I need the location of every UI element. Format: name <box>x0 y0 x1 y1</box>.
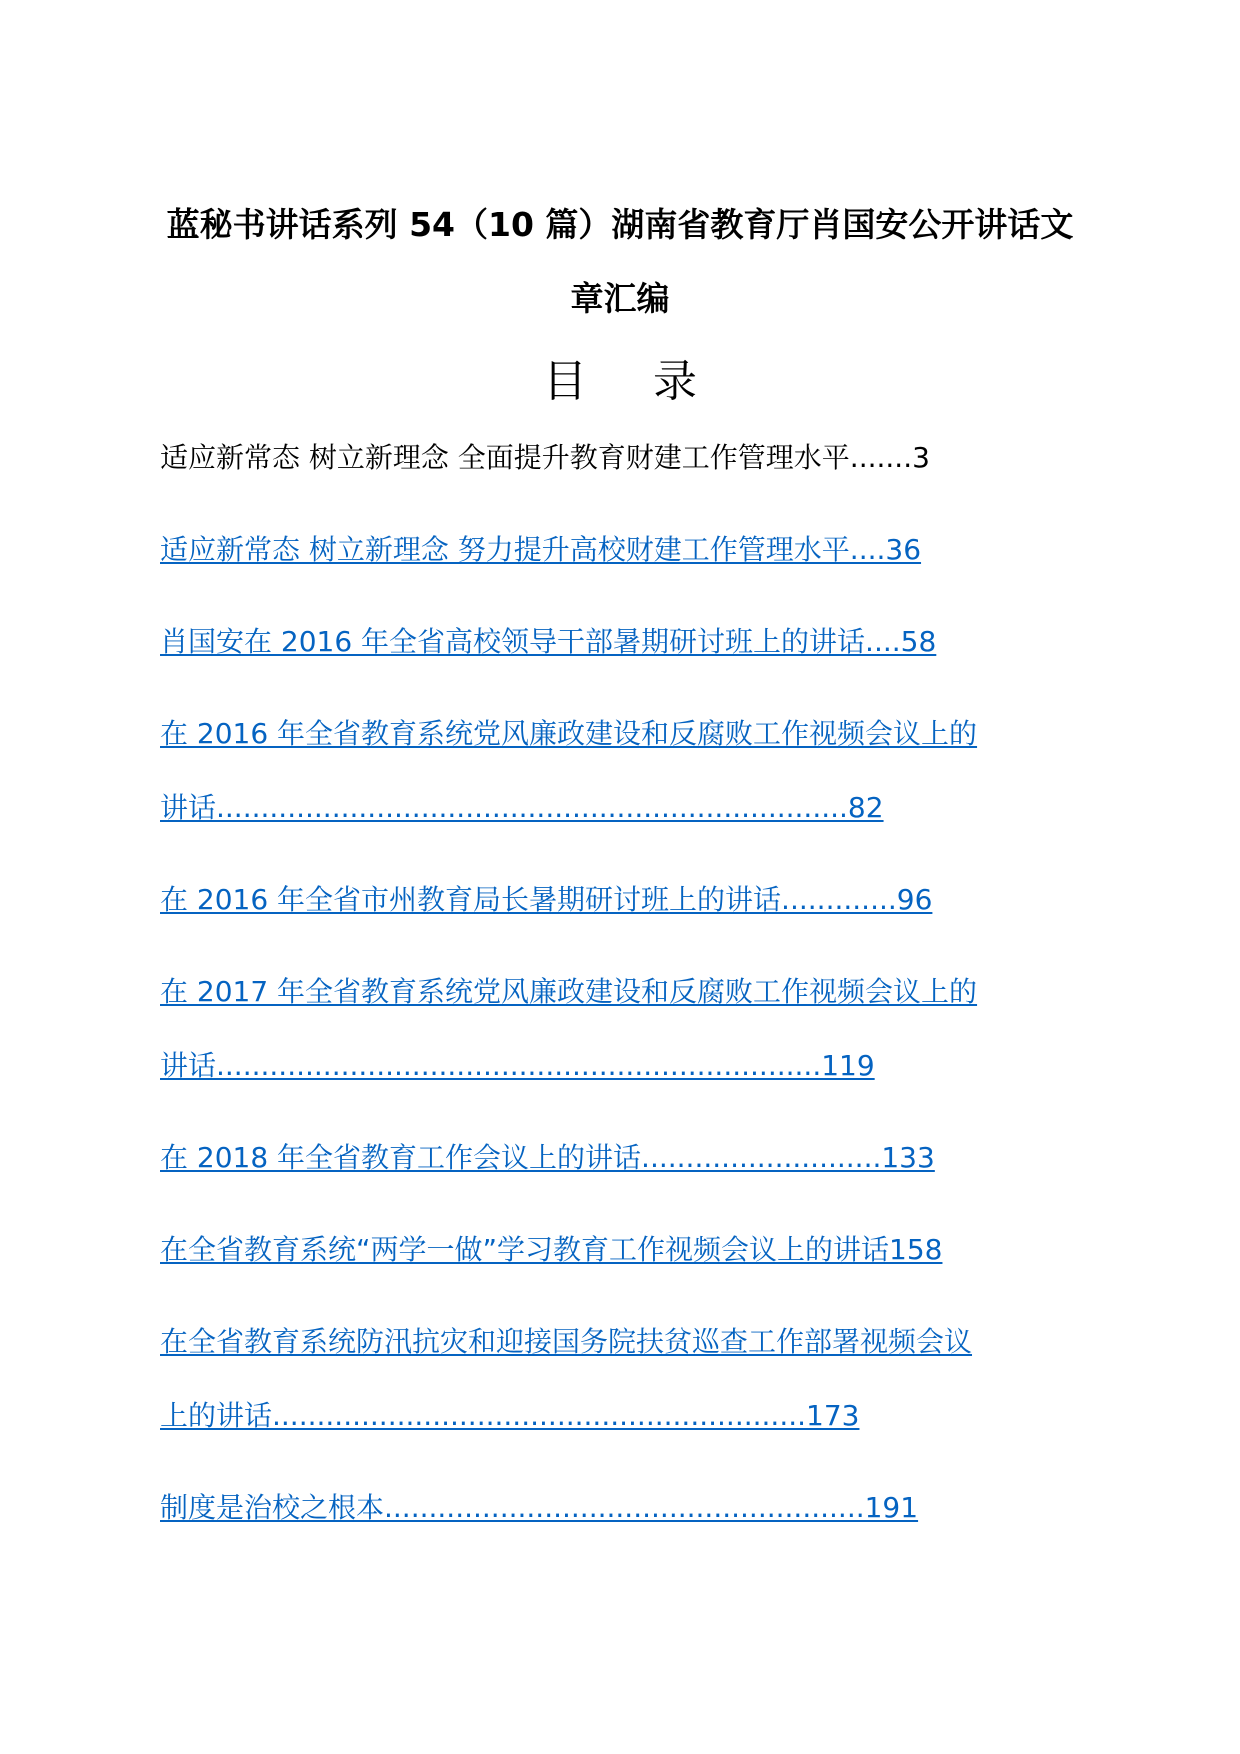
toc-entry <box>160 605 1090 679</box>
toc-entry <box>160 1305 1090 1453</box>
toc-link[interactable]: 在全省教育系统“两学一做”学习教育工作视频会议上的讲话158 <box>160 1233 943 1266</box>
toc-link[interactable] <box>160 697 1090 845</box>
toc-link-line-2: 讲话.......................................................................82 <box>160 791 884 824</box>
toc-heading: 目 录 <box>543 356 723 407</box>
toc-link[interactable]: 在 2018 年全省教育工作会议上的讲话...........................133 <box>160 1141 935 1174</box>
toc-entry <box>160 1121 1090 1195</box>
toc-entry <box>160 863 1090 937</box>
toc-link[interactable] <box>160 1305 1090 1453</box>
document-title-line-2: 章汇编 <box>570 279 670 318</box>
toc-entry-text: 适应新常态 树立新理念 全面提升教育财建工作管理水平.......3 <box>160 441 930 474</box>
toc-link-line-1: 在 2017 年全省教育系统党风廉政建设和反腐败工作视频会议上的 <box>160 975 978 1008</box>
toc-link-line-1: 在 2016 年全省教育系统党风廉政建设和反腐败工作视频会议上的 <box>160 717 978 750</box>
toc-entry <box>160 1213 1090 1287</box>
document-title-line-1: 蓝秘书讲话系列 54（10 篇）湖南省教育厅肖国安公开讲话文 <box>166 205 1074 244</box>
toc-link[interactable]: 制度是治校之根本......................................................191 <box>160 1491 919 1524</box>
table-of-contents <box>160 421 1090 1563</box>
toc-entry <box>160 421 1090 495</box>
toc-link[interactable]: 在 2016 年全省市州教育局长暑期研讨班上的讲话.............96 <box>160 883 933 916</box>
toc-link-line-2: 讲话....................................................................119 <box>160 1049 875 1082</box>
toc-link[interactable]: 适应新常态 树立新理念 努力提升高校财建工作管理水平....36 <box>160 533 922 566</box>
toc-entry <box>160 1471 1090 1545</box>
toc-entry <box>160 513 1090 587</box>
document-title <box>160 188 1080 336</box>
toc-entry <box>160 955 1090 1103</box>
toc-link[interactable]: 肖国安在 2016 年全省高校领导干部暑期研讨班上的讲话....58 <box>160 625 937 658</box>
toc-link-line-1: 在全省教育系统防汛抗灾和迎接国务院扶贫巡查工作部署视频会议 <box>160 1325 973 1358</box>
toc-link-line-2: 上的讲话............................................................173 <box>160 1399 860 1432</box>
toc-link[interactable] <box>160 955 1090 1103</box>
toc-entry <box>160 697 1090 845</box>
